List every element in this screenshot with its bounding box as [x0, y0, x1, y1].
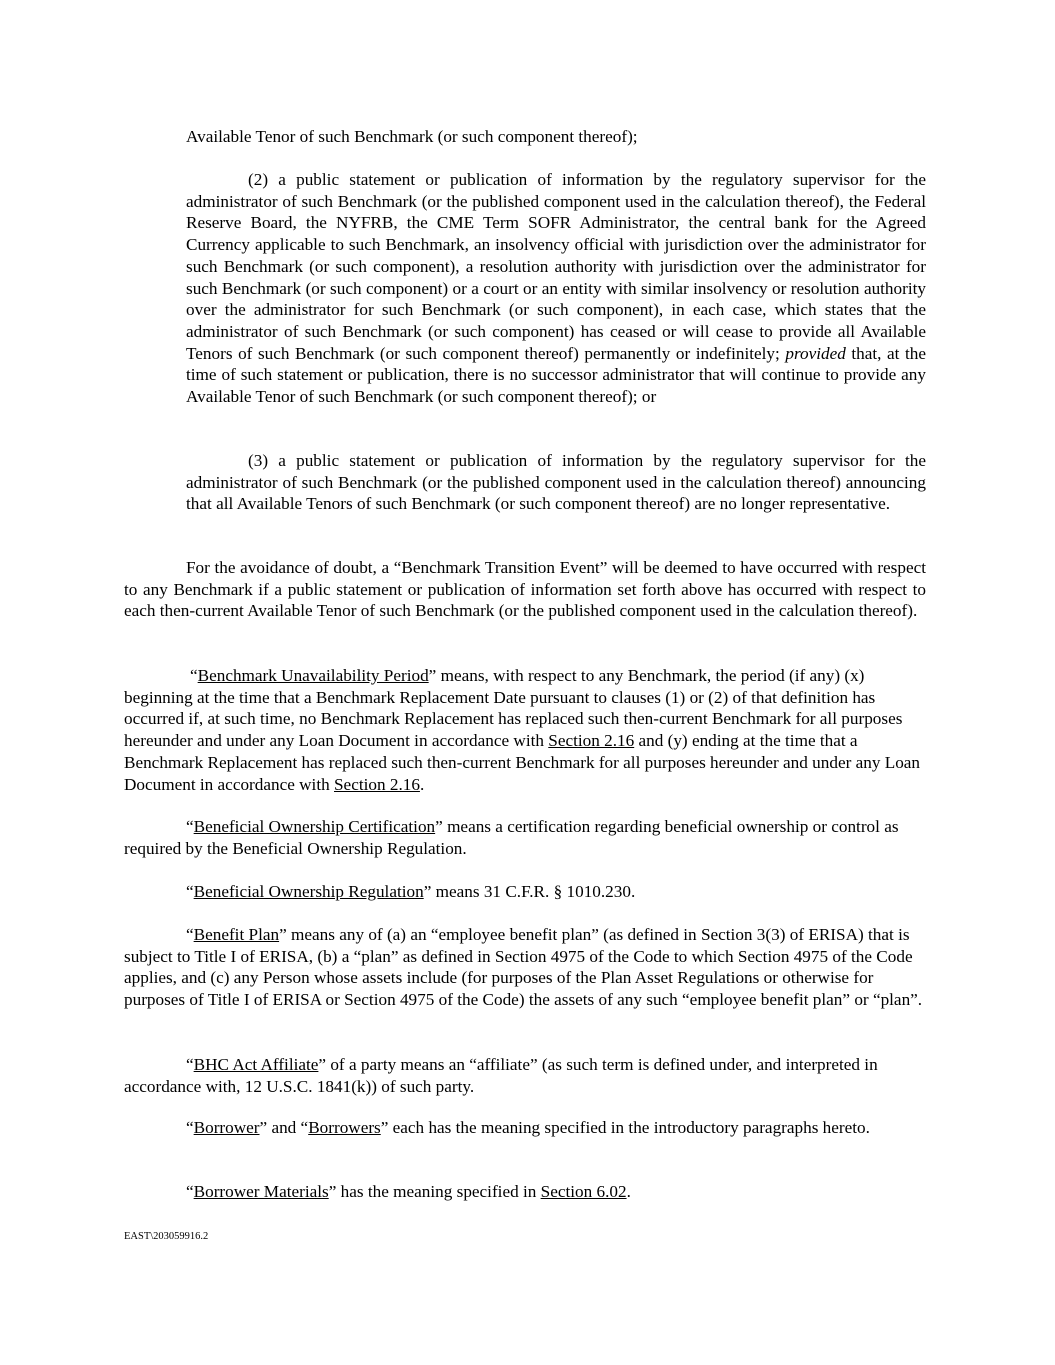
section-reference: Section 6.02	[540, 1182, 627, 1201]
definition-borrower: “Borrower” and “Borrowers” each has the meaning specified in the introductory paragraphs hereto.	[186, 1118, 870, 1137]
definition-benefit-plan: “Benefit Plan” means any of (a) an “employee benefit plan” (as defined in Section 3(3) of ERISA) that is subject to Title I of ERISA, (b) a “plan” as defined in Section 4975 of the Code to which Section 4975 of the Code applies, and (c) any Person whose assets include (for purposes of the Plan Asset Regulations or otherwise for purposes of Title I of ERISA or Section 4975 of the Code) the assets of any such “employee benefit plan” or “plan”.	[124, 925, 923, 1010]
defined-term: Borrower Materials	[193, 1182, 329, 1201]
defined-term: Beneficial Ownership Certification	[193, 817, 436, 836]
defined-term: Beneficial Ownership Regulation	[193, 882, 424, 901]
defined-term: Benchmark Unavailability Period	[197, 666, 429, 685]
provided-italic: provided	[785, 343, 846, 363]
defined-term: Borrower	[193, 1118, 260, 1137]
definition-beneficial-ownership-regulation: “Beneficial Ownership Regulation” means 31 C.F.R. § 1010.230.	[186, 882, 636, 901]
paragraph-clause-3: (3) a public statement or publication of information by the regulatory supervisor for the administrator of such Benchmark (or the published component used in the calculation thereof) announcing that all Available Tenors of such Benchmark (or such component thereof) are no longer representative.	[186, 451, 926, 514]
definition-borrower-materials: “Borrower Materials” has the meaning specified in Section 6.02.	[186, 1182, 631, 1201]
defined-term: BHC Act Affiliate	[193, 1055, 319, 1074]
definition-beneficial-ownership-certification: “Beneficial Ownership Certification” means a certification regarding beneficial ownership or control as required by the Beneficial Ownership Regulation.	[124, 817, 899, 858]
paragraph-clause-2: (2) a public statement or publication of information by the regulatory supervisor for the administrator of such Benchmark (or the published component used in the calculation thereof), the Federal Reserve Board, the NYFRB, the CME Term SOFR Administrator, the central bank for the Agreed Currency applicable to such Benchmark, an insolvency official with jurisdiction over the administrator for such Benchmark (or such component), a resolution authority with jurisdiction over the administrator for such Benchmark (or such component) or a court or an entity with similar insolvency or resolution authority over the administrator for such Benchmark (or such component), in each case, which states that the administrator of such Benchmark (or such component) has ceased or will cease to provide all Available Tenors of such Benchmark (or such component thereof) permanently or indefinitely; provided that, at the time of such statement or publication, there is no successor administrator that will continue to provide any Available Tenor of such Benchmark (or such component thereof); or	[186, 170, 927, 407]
paragraph-tenor-continuation: Available Tenor of such Benchmark (or such component thereof);	[186, 127, 638, 146]
section-reference: Section 2.16	[548, 731, 635, 751]
footer-document-id: EAST\203059916.2	[124, 1231, 209, 1242]
defined-term: Benefit Plan	[193, 925, 280, 944]
definition-bhc-act-affiliate: “BHC Act Affiliate” of a party means an “affiliate” (as such term is defined under, and interpreted in accordance with, 12 U.S.C. 1841(k)) of such party.	[124, 1055, 878, 1096]
defined-term: Borrowers	[308, 1118, 381, 1137]
section-reference: Section 2.16	[334, 774, 420, 794]
paragraph-avoidance-of-doubt: For the avoidance of doubt, a “Benchmark Transition Event” will be deemed to have occurred with respect to any Benchmark if a public statement or publication of information set forth above has occurred with respect to each then-current Available Tenor of such Benchmark (or the published component used in the calculation thereof).	[124, 558, 926, 621]
definition-benchmark-unavailability-period: “Benchmark Unavailability Period” means, with respect to any Benchmark, the period (if any) (x) beginning at the time that a Benchmark Replacement Date pursuant to clauses (1) or (2) of that definition has occurred if, at such time, no Benchmark Replacement has replaced such then-current Benchmark for all purposes hereunder and under any Loan Document in accordance with Section 2.16 and (y) ending at the time that a Benchmark Replacement has replaced such then-current Benchmark for all purposes hereunder and under any Loan Document in accordance with Section 2.16.	[124, 666, 921, 794]
